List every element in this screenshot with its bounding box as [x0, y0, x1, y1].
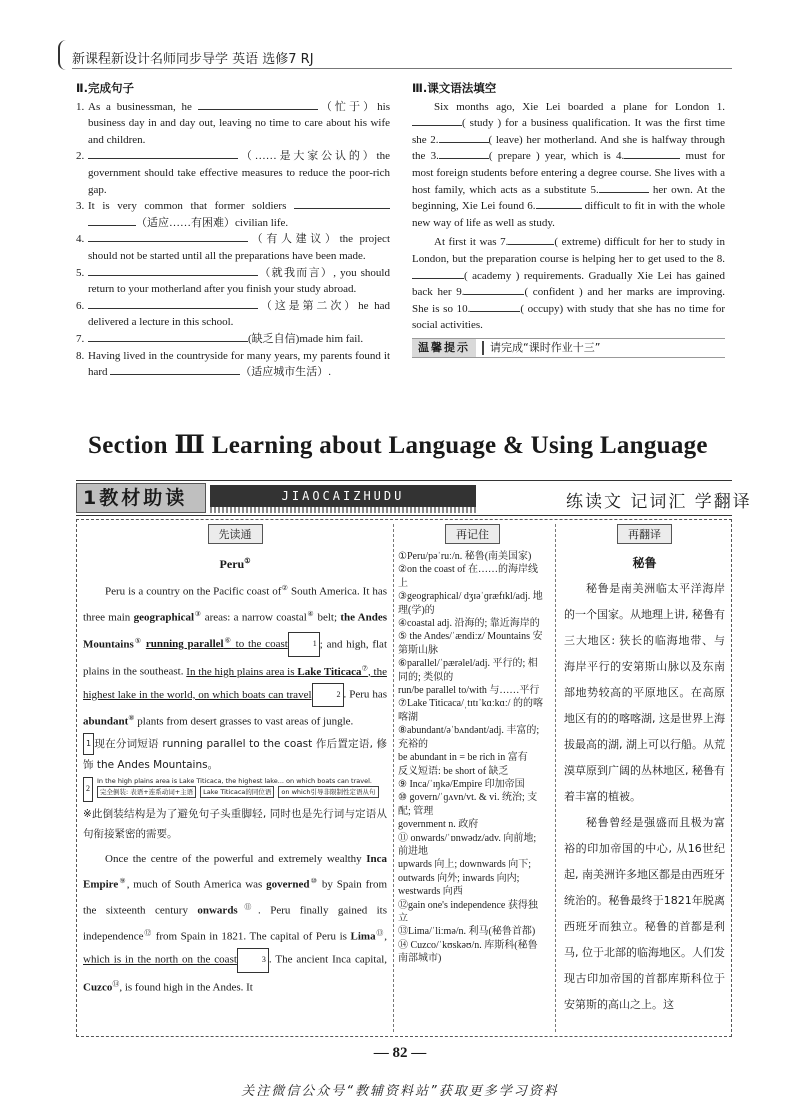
header-bracket: [58, 40, 66, 70]
list-item: 5. （就我而言）, you should return to your motherland after you finish your study abroad.: [76, 266, 390, 296]
answer-blank[interactable]: [88, 215, 136, 226]
vocab-entry: ⑦Lake Titicaca/ˌtɪtɪˈkɑːkɑː/ 的的喀喀湖: [398, 698, 543, 723]
list-item: 2. （……是大家公认的）the government should take effective measures to reduce the poor-rich gap.: [76, 150, 390, 196]
tip-divider: [482, 341, 484, 355]
vocab-entry: ②on the coast of 在……的海岸线上: [398, 564, 539, 589]
translation-paragraph: 秘鲁是南美洲临太平洋海岸的一个国家。从地理上讲, 秘鲁有三大地区: 狭长的临海地带、与海岸平行的安第斯山脉以及东南部地势较高的平原地区。在高原地区有的的喀喀湖, 这是世界上海拔最高的湖, 湖上可以行船。从荒漠草原到广阔的丛林地区, 秘鲁有着丰富的植被。: [564, 582, 725, 803]
banner-stripes: [210, 507, 476, 513]
reading-grid: [76, 519, 732, 1037]
banner: [76, 480, 752, 516]
answer-blank[interactable]: [439, 148, 489, 159]
grammar-cloze-section: [412, 80, 725, 358]
tip-tag: 温馨提示: [412, 339, 476, 358]
vocab-entry: 反义短语: be short of 缺乏: [398, 765, 509, 777]
section-heading: Ⅱ.完成句子: [76, 81, 134, 95]
answer-blank[interactable]: [599, 182, 649, 193]
section-title: Section Ⅲ Learning about Language & Using Language: [88, 432, 708, 459]
translation-paragraph: 秘鲁曾经是强盛而且极为富裕的印加帝国的中心, 从16世纪起, 南美洲许多地区都是由西班牙统治的。秘鲁最终于1821年脱离西班牙而独立。秘鲁的首都是利马, 位于北部的临海地区。人们发现古印加帝国的首都库斯科位于安第斯的高山之上。这: [564, 816, 725, 1011]
cloze-paragraph: At first it was 7. ( extreme) difficult for her to study in London, but the preparation course is helping her to get used to the 8.( academy ) requirements. Gradually Xie Lei has gained back her 9. ( confident ) and her marks are improving. She is so 10. ( occupy) with study that she has no time for social activities.: [412, 236, 725, 332]
vocabulary-column: [393, 524, 547, 1032]
answer-blank[interactable]: [536, 198, 582, 209]
vocab-entry: ⑨ Inca/ˈɪŋkə/Empire 印加帝国: [398, 778, 525, 790]
vocabulary-list: [398, 550, 547, 966]
banner-motto: 练读文 记词汇 学翻译: [566, 492, 752, 512]
vocab-entry: ⑫gain one's independence 获得独立: [398, 899, 538, 924]
vocab-entry: ⑭ Cuzco/ˈkʊskəʊ/n. 库斯科(秘鲁南部城市): [398, 939, 538, 965]
annotation-note: 1 现在分词短语 running parallel to the coast 作后置定语, 修饰 the Andes Mountains。: [83, 733, 387, 775]
answer-blank[interactable]: [88, 231, 248, 242]
answer-blank[interactable]: [412, 115, 462, 126]
annotation-note: ※此倒装结构是为了避免句子头重脚轻, 同时也是先行词与定语从句衔接紧密的需要。: [83, 807, 387, 840]
translation-column: [555, 524, 725, 1032]
list-item: 1. As a businessman, he （忙于）his business day in and day out, leaving no time to care about his wife and children.: [76, 100, 390, 146]
sentence-completion-section: [76, 80, 390, 381]
answer-blank[interactable]: [464, 284, 524, 295]
page-number: — 82 —: [373, 1045, 427, 1061]
banner-pinyin: JIAOCAIZHUDU: [210, 485, 476, 507]
translation: [564, 550, 725, 1018]
answer-blank[interactable]: [412, 268, 464, 279]
answer-blank[interactable]: [294, 198, 390, 209]
header-title: 新课程新设计名师同步导学 英语 选修7 RJ: [72, 52, 314, 67]
banner-label: 1教材助读: [76, 483, 206, 513]
sentence-structure-diagram: 2 In the high plains area is Lake Titicaca, the highest lake... on which boats can travel. 完全倒装: 表语+连系动词+主语 Lake Titicaca的同位语 on which引导非限制性定语从句: [83, 777, 387, 801]
list-item: 7. (缺乏自信)made him fail.: [76, 332, 364, 345]
tab-memorize: 再记住: [445, 524, 500, 544]
passage: Peru① Peru is a country on the Pacific coast of② South America. It has three main geographical③ areas: a narrow coastal④ belt; the Andes Mountains⑤ running parallel⑥ to the coast 1 ; and high, flat plains in the southeast. In the high plains area is Lake Titicaca⑦, the highest lake in the world, on which boats can travel 2 . Peru has abundant⑧ plants from desert grasses to vast areas of jungle. 1 现在分词短语 running parallel to the coast 作后置定语, 修饰 the Andes Mountains。 2 In the high plains area is Lake Titicaca, the highest lake... on which boats can travel. 完全倒装: 表语+连系动词+主语 Lake Titicaca的同位语 on which引导非限制性定语从句 ※此倒装结构是为了避免句子头重脚轻, 同时也是先行词与定语从句衔接紧密的需要。 Once the centre of the powerful and extremely wealthy Inca Empire⑨, much of South America was governed⑩ by Spain from the sixteenth century onwards⑪. Peru finally gained its independence⑫ from Spain in 1821. The capital of Peru is Lima⑬, which is in the north on the coast 3 . The ancient Inca capital, Cuzco⑭, is found high in the Andes. It: [83, 550, 387, 999]
list-item: 3. It is very common that former soldiers （适应……有困难）civilian life.: [76, 198, 390, 231]
tab-translate: 再翻译: [617, 524, 672, 544]
answer-blank[interactable]: [624, 148, 680, 159]
tip-text: 请完成“课时作业十三”: [490, 340, 601, 354]
answer-blank[interactable]: [470, 301, 520, 312]
answer-blank[interactable]: [439, 132, 489, 143]
page-header: [58, 40, 738, 72]
answer-blank[interactable]: [110, 364, 240, 375]
vocab-entry: ③geographical/ dʒɪəˈɡræfɪkl/adj. 地理(学)的: [398, 591, 543, 616]
answer-blank[interactable]: [508, 234, 554, 245]
reminder-tip: [412, 338, 725, 358]
vocab-entry: ①Peru/pəˈruː/n. 秘鲁(南美国家): [398, 551, 532, 562]
translation-title: 秘鲁: [632, 556, 657, 570]
cloze-paragraph: Six months ago, Xie Lei boarded a plane for London 1.( study ) for a business qualification. It was the first time she 2. ( leave) her motherland. And she is halfway through the 3. ( prepare ) year, which is 4. must for most foreign students before entering a degree course. She lives with a host family, which acts as a substitute 5. her own. At the beginning, Xie Lei found 6. difficult to fit in with the whole new way of life as well as study.: [412, 100, 726, 229]
tab-read: 先读通: [208, 524, 263, 544]
header-rule: [72, 68, 732, 69]
vocab-entry: run/be parallel to/with 与……平行: [398, 685, 540, 697]
list-item: 4. （有人建议）the project should not be started until all the preparations have been made.: [76, 233, 390, 262]
answer-blank[interactable]: [88, 331, 248, 342]
vocab-entry: ⑤ the Andes/ˈændiːz/ Mountains 安第斯山脉: [398, 631, 543, 656]
passage-paragraph: Peru is a country on the Pacific coast of② South America. It has three main geographical③ areas: a narrow coastal④ belt; the Andes Mountains⑤ running parallel⑥ to the coast 1 ; and high, flat plains in the southeast. In the high plains area is Lake Titicaca⑦, the highest lake in the world, on which boats can travel 2 . Peru has abundant⑧ plants from desert grasses to vast areas of jungle.: [83, 584, 388, 728]
vocab-entry: ⑩ govern/ˈɡʌvn/vt. & vi. 统治; 支配; 管理: [398, 792, 538, 817]
vocab-entry: be abundant in = be rich in 富有: [398, 752, 528, 764]
vocab-entry: upwards 向上; downwards 向下; outwards 向外; inwards 向内; westwards 向西: [398, 859, 532, 898]
list-item: 6. （这是第二次）he had delivered a lecture in this school.: [76, 299, 390, 329]
vocab-entry: ⑧abundant/əˈbʌndənt/adj. 丰富的; 充裕的: [398, 725, 540, 750]
vocab-entry: ④coastal adj. 沿海的; 靠近海岸的: [398, 618, 540, 630]
vocab-entry: ⑬Lima/ˈliːmə/n. 利马(秘鲁首都): [398, 926, 536, 938]
answer-blank[interactable]: [88, 265, 258, 276]
list-item: 8. Having lived in the countryside for many years, my parents found it hard （适应城市生活）.: [76, 349, 390, 379]
footer-note: 关注微信公众号“教辅资料站”获取更多学习资料: [241, 1084, 559, 1099]
passage-paragraph: Once the centre of the powerful and extremely wealthy Inca Empire⑨, much of South America was governed⑩ by Spain from the sixteenth century onwards⑪. Peru finally gained its independence⑫ from Spain in 1821. The capital of Peru is Lima⑬, which is in the north on the coast 3 . The ancient Inca capital, Cuzco⑭, is found high in the Andes. It: [83, 852, 388, 994]
passage-title: Peru: [219, 557, 245, 571]
vocab-entry: ⑪ onwards/ˈɒnwədz/adv. 向前地; 前进地: [398, 832, 537, 857]
answer-blank[interactable]: [88, 298, 258, 309]
vocab-entry: ⑥parallel/ˈpærəlel/adj. 平行的; 相同的; 类似的: [398, 658, 538, 683]
answer-blank[interactable]: [198, 99, 318, 110]
section-heading: Ⅲ.课文语法填空: [412, 81, 497, 95]
vocab-entry: government n. 政府: [398, 819, 479, 831]
passage-column: [83, 524, 387, 999]
answer-blank[interactable]: [88, 148, 238, 159]
